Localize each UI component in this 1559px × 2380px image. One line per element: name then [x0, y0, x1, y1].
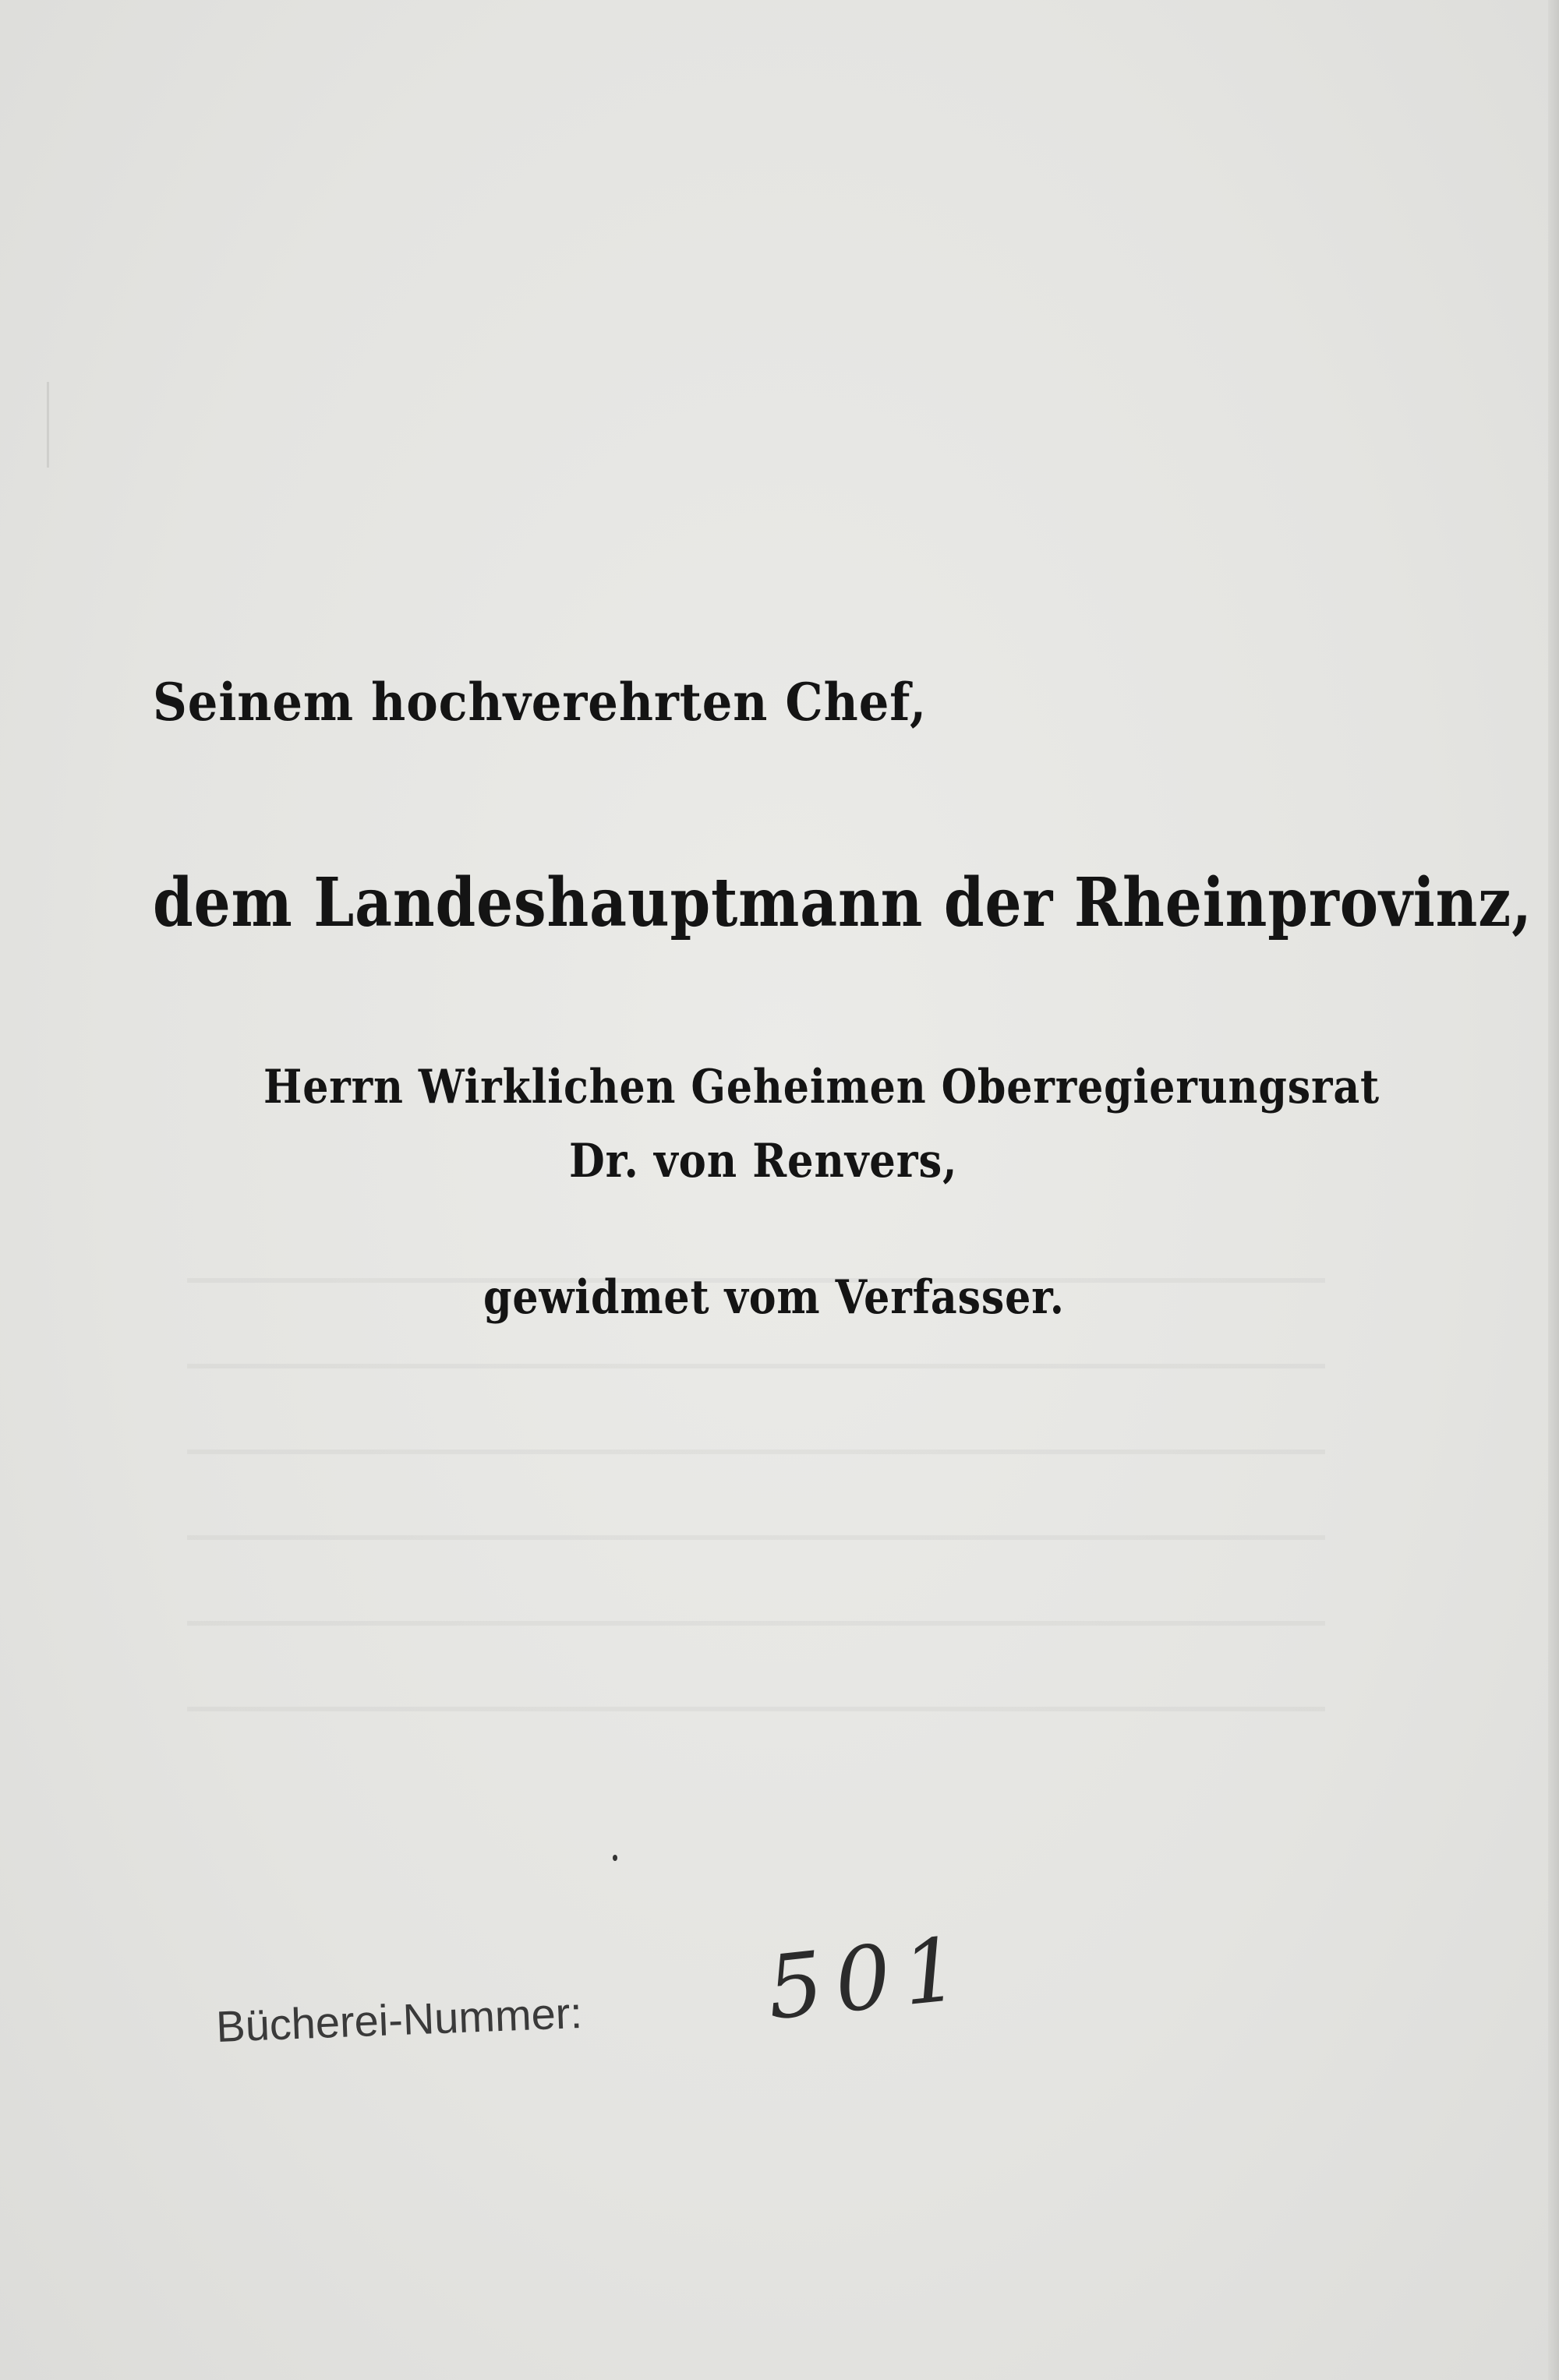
scan-mark: [47, 382, 49, 468]
dedication-line-1: Seinem hochverehrten Chef,: [153, 672, 928, 733]
dedication-line-5: gewidmet vom Verfasser.: [483, 1270, 1065, 1325]
dedication-line-4: Dr. von Renvers,: [569, 1134, 958, 1188]
library-number-stamp: Bücherei-Nummer:: [215, 1987, 584, 2051]
handwritten-number: 501: [762, 1917, 976, 2040]
page-edge: [1548, 0, 1559, 2380]
ink-dot: [613, 1855, 617, 1861]
dedication-line-2: dem Landeshauptmann der Rheinprovinz,: [153, 863, 1532, 942]
dedication-line-3: Herrn Wirklichen Geheimen Oberregierungsrat: [263, 1060, 1380, 1114]
